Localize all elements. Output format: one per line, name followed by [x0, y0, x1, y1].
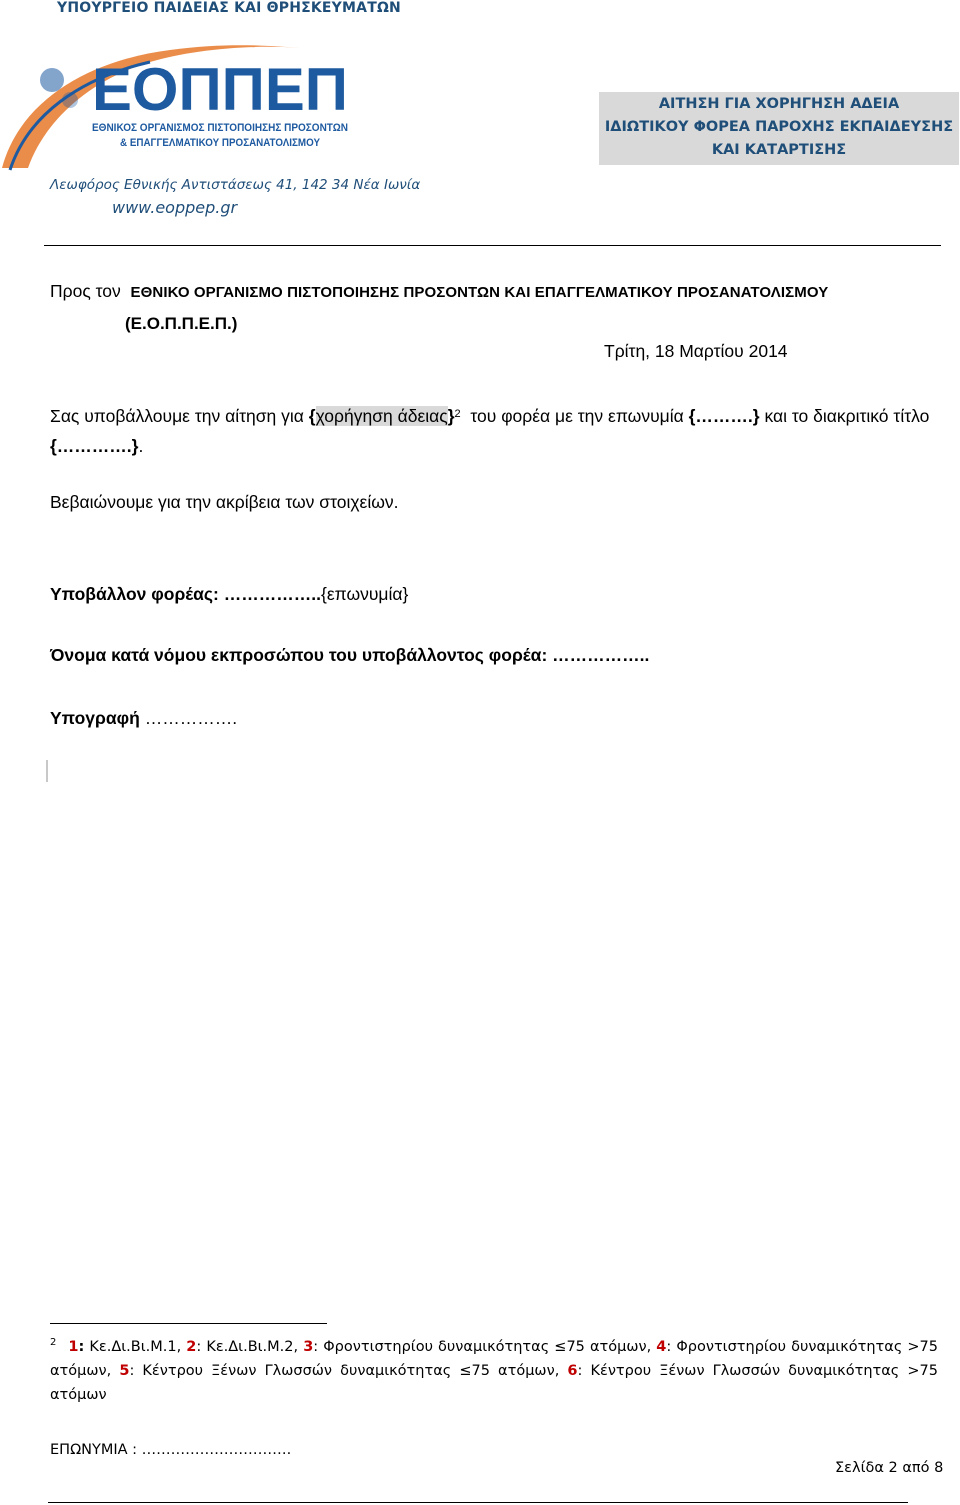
- footnote-code: 3: [303, 1339, 314, 1355]
- footnote-item: Φροντιστηρίου δυναμικότητας >75 ατόμων: [50, 1339, 939, 1379]
- header-divider: [44, 245, 941, 246]
- paragraph-text-2: του φορέα με την επωνυμία: [470, 406, 684, 426]
- footnote-item: Φροντιστηρίου δυναμικότητας ≤75 ατόμων: [323, 1339, 647, 1355]
- footnote-code: 4: [656, 1339, 667, 1355]
- footnote-code: 6: [567, 1363, 578, 1379]
- representative-field[interactable]: ……………..: [552, 645, 650, 665]
- representative-line: [50, 645, 649, 666]
- footnote-reference[interactable]: 2: [454, 408, 461, 420]
- footnote-separator: [50, 1323, 327, 1324]
- request-paragraph: [50, 401, 940, 461]
- text-cursor: [46, 760, 48, 782]
- form-title-line-3: ΚΑΙ ΚΑΤΑΡΤΙΣΗΣ: [711, 142, 847, 158]
- name-placeholder-field[interactable]: {……….}: [688, 406, 760, 426]
- submitter-field[interactable]: {επωνυμία}: [320, 584, 409, 604]
- brace-close: }: [447, 406, 455, 426]
- footnote-code: 2: [186, 1339, 197, 1355]
- form-title-line-2: ΙΔΙΩΤΙΚΟΥ ΦΟΡΕΑ ΠΑΡΟΧΗΣ ΕΚΠΑΙΔΕΥΣΗΣ: [604, 119, 954, 135]
- footer-signatory: ΕΠΩΝΥΜΙΑ : ………………………….: [50, 1442, 292, 1458]
- logo-line-2: & ΕΠΑΓΓΕΛΜΑΤΙΚΟΥ ΠΡΟΣΑΝΑΤΟΛΙΣΜΟΥ: [120, 137, 321, 149]
- address: Λεωφόρος Εθνικής Αντιστάσεως 41, 142 34 Νέα Ιωνία: [50, 177, 421, 193]
- recipient-organization: ΕΘΝΙΚΟ ΟΡΓΑΝΙΣΜΟ ΠΙΣΤΟΠΟΙΗΣΗΣ ΠΡΟΣΟΝΤΩΝ ΚΑΙ ΕΠΑΓΓΕΛΜΑΤΙΚΟΥ ΠΡΟΣΑΝΑΤΟΛΙΣΜΟΥ: [130, 284, 829, 301]
- footnote-item: Κέντρου Ξένων Γλωσσών δυναμικότητας >75 ατόμων: [50, 1363, 939, 1403]
- form-title-box: [599, 92, 959, 165]
- paragraph-text-3: και το διακριτικό τίτλο: [764, 406, 930, 426]
- footer-divider: [48, 1502, 908, 1503]
- confirmation-text: Βεβαιώνουμε για την ακρίβεια των στοιχείων.: [50, 492, 399, 512]
- paragraph-end: .: [138, 436, 144, 456]
- representative-label: Όνομα κατά νόμου εκπροσώπου του υποβάλλοντος φορέα:: [50, 645, 548, 665]
- recipient-prefix: Προς τον: [50, 281, 121, 301]
- footnote-item: Κέντρου Ξένων Γλωσσών δυναμικότητας ≤75 ατόμων: [142, 1363, 555, 1379]
- submitter-label: Υποβάλλον φορέας:: [50, 584, 224, 604]
- footnote-code: 1: [68, 1339, 79, 1355]
- logo-line-1: ΕΘΝΙΚΟΣ ΟΡΓΑΝΙΣΜΟΣ ΠΙΣΤΟΠΟΙΗΣΗΣ ΠΡΟΣΟΝΤΩΝ: [92, 122, 349, 134]
- footnote-code: 5: [119, 1363, 130, 1379]
- signature-label: Υπογραφή: [50, 708, 140, 728]
- footnote-item: Κε.Δι.Βι.Μ.2: [206, 1339, 294, 1355]
- website-link[interactable]: www.eoppep.gr: [112, 198, 238, 217]
- letter-date: Τρίτη, 18 Μαρτίου 2014: [604, 341, 788, 361]
- paragraph-text-1: Σας υποβάλλουμε την αίτηση για: [50, 406, 304, 426]
- recipient-line: [50, 281, 828, 302]
- footnote-item: Κε.Δι.Βι.Μ.1: [89, 1339, 177, 1355]
- submitter-line: [50, 584, 408, 605]
- request-type-field[interactable]: χορήγηση άδειας: [315, 406, 448, 426]
- signature-line: [50, 708, 237, 729]
- footnote: $^2$ 1: Κε.Δι.Βι.Μ.1, 2: Κε.Δι.Βι.Μ.2, 3: Φροντιστηρίου δυναμικότητας ≤75 ατόμων, 4: Φροντιστηρίου δυναμικότητας >75 ατόμων, 5: Κέντρου Ξένων Γλωσσών δυναμικότητας ≤75 ατόμων, 6: Κέντρου Ξένων Γλωσσών δυναμικότητας >75 ατόμων: [50, 1337, 939, 1403]
- page-number: Σελίδα 2 από 8: [835, 1460, 944, 1476]
- recipient-abbreviation: (Ε.Ο.Π.Π.Ε.Π.): [125, 314, 238, 333]
- signature-field[interactable]: …………….: [144, 708, 238, 728]
- form-title-line-1: ΑΙΤΗΣΗ ΓΙΑ ΧΟΡΗΓΗΣΗ ΑΔΕΙΑ: [658, 96, 900, 112]
- submitter-dots: ……………..: [223, 584, 321, 604]
- footnote-number: 2: [50, 1337, 57, 1348]
- ministry-name: ΥΠΟΥΡΓΕΙΟ ΠΑΙΔΕΙΑΣ ΚΑΙ ΘΡΗΣΚΕΥΜΑΤΩΝ: [57, 0, 401, 16]
- title-placeholder-field[interactable]: {………….}: [50, 436, 139, 456]
- eoppep-logo: [0, 40, 360, 180]
- brace-open: {: [308, 406, 316, 426]
- logo-acronym: ΕΟΠΠΕΠ: [92, 56, 348, 123]
